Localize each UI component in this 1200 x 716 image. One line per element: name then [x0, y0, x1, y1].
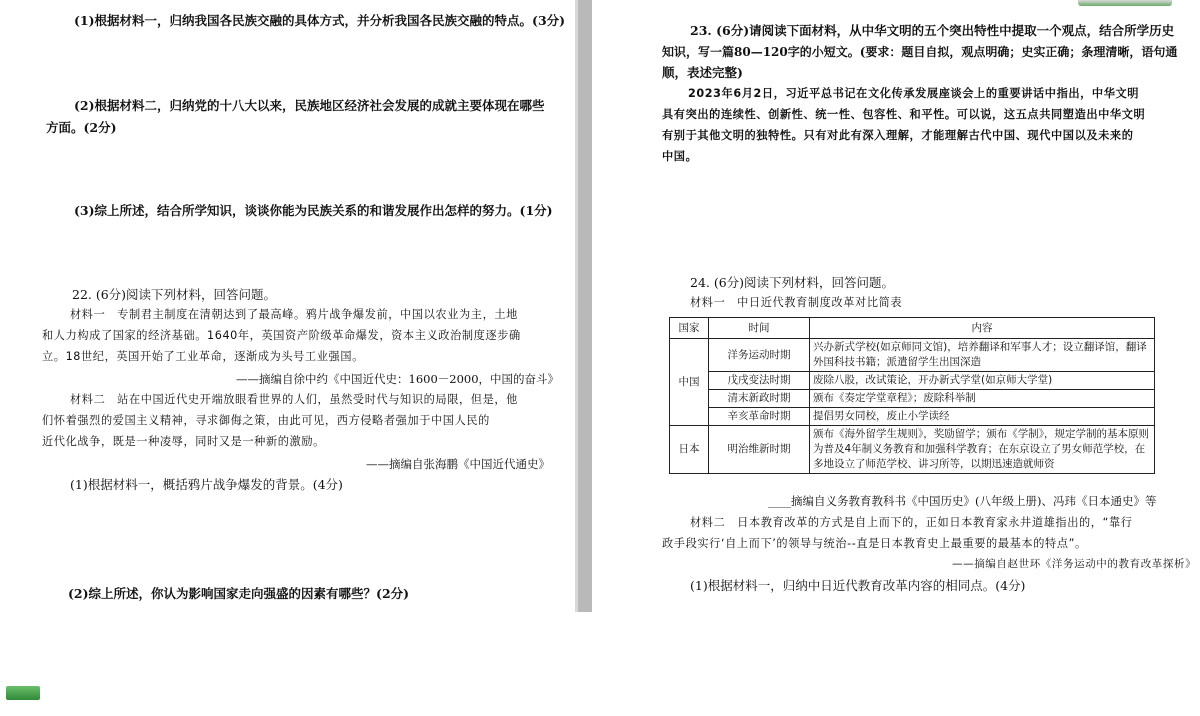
table-row [670, 390, 1155, 408]
q22-material2-line3: 近代化战争，既是一种凌辱，同时又是一种新的激励。 [42, 435, 325, 448]
q22-material2-line2: 们怀着强烈的爱国主义精神，寻求御侮之策，由此可见，西方侵略者强加于中国人民的 [42, 414, 490, 427]
q23-line1: 23. (6分)请阅读下面材料，从中华文明的五个突出特性中提取一个观点，结合所学历史 [690, 23, 1175, 38]
q21-sub2-line2: 方面。(2分) [46, 120, 117, 135]
period-cell: 清末新政时期 [709, 390, 810, 408]
q23-line2: 知识，写一篇80—120字的小短文。(要求：题目自拟，观点明确；史实正确；条理清晰，语句通 [662, 45, 1178, 59]
table-row [670, 339, 1155, 372]
country-cell-china: 中国 [670, 339, 709, 426]
page-gutter [578, 0, 592, 612]
q21-sub1: (1)根据材料一，归纳我国各民族交融的具体方式，并分析我国各民族交融的特点。(3分) [74, 13, 566, 28]
bottom-left-tab[interactable] [6, 686, 40, 700]
q22-title: 22. (6分)阅读下列材料，回答问题。 [72, 287, 277, 302]
q24-title: 24. (6分)阅读下列材料，回答问题。 [690, 275, 895, 290]
top-right-tab[interactable] [1078, 0, 1172, 6]
table-header: 国家 [670, 318, 709, 339]
table-row [670, 426, 1155, 474]
q22-sub2: (2)综上所述，你认为影响国家走向强盛的因素有哪些？(2分) [68, 586, 410, 601]
content-cell: 颁布《奏定学堂章程》；废除科举制 [810, 390, 1155, 408]
q22-material2-line1: 材料二 站在中国近代史开端放眼看世界的人们，虽然受时代与知识的局限，但是，他 [70, 393, 518, 406]
period-cell: 明治维新时期 [709, 426, 810, 474]
q22-material1-line2: 和人力构成了国家的经济基础。1640年，英国资产阶级革命爆发，资本主义政治制度逐步确 [42, 329, 521, 342]
q23-material-line2: 具有突出的连续性、创新性、统一性、包容性、和平性。可以说，这五点共同塑造出中华文明 [662, 108, 1146, 121]
q23-material-line3: 有别于其他文明的独特性。只有对此有深入理解，才能理解古代中国、现代中国以及未来的 [662, 129, 1134, 142]
table-header: 时间 [709, 318, 810, 339]
table-row [670, 408, 1155, 426]
content-cell: 颁布《海外留学生规则》，奖励留学；颁布《学制》，规定学制的基本原则为普及4年制义务教育和加强科学教育；在东京设立了男女师范学校，在多地设立了师范学校、讲习所等，以期迅速造就师资 [810, 426, 1155, 474]
q23-material-line4: 中国。 [662, 150, 698, 163]
period-cell: 辛亥革命时期 [709, 408, 810, 426]
q24-material2-line2: 政手段实行‘自上而下’的领导与统治--直是日本教育史上最重要的最基本的特点”。 [662, 537, 1087, 550]
q24-material1-source: ____摘编自义务教育教科书《中国历史》(八年级上册)、冯玮《日本通史》等 [768, 494, 1157, 508]
table-row [670, 372, 1155, 390]
q22-material1-source: ——摘编自徐中约《中国近代史：1600－2000，中国的奋斗》 [236, 372, 560, 386]
content-cell: 废除八股，改试策论，开办新式学堂(如京师大学堂) [810, 372, 1155, 390]
q24-sub1: (1)根据材料一，归纳中日近代教育改革内容的相同点。(4分) [690, 578, 1026, 593]
q21-sub2-line1: (2)根据材料二，归纳党的十八大以来，民族地区经济社会发展的成就主要体现在哪些 [74, 98, 545, 113]
q24-material1-title: 材料一 中日近代教育制度改革对比简表 [690, 296, 903, 309]
q22-material1-line1: 材料一 专制君主制度在清朝达到了最高峰。鸦片战争爆发前，中国以农业为主，土地 [70, 308, 518, 321]
q22-material2-source: ——摘编自张海鹏《中国近代通史》 [366, 457, 550, 471]
content-cell: 提倡男女同校，废止小学读经 [810, 408, 1155, 426]
q21-sub3: (3)综上所述，结合所学知识，谈谈你能为民族关系的和谐发展作出怎样的努力。(1分) [74, 203, 553, 218]
period-cell: 洋务运动时期 [709, 339, 810, 372]
table-header: 内容 [810, 318, 1155, 339]
q24-material2-line1: 材料二 日本教育改革的方式是自上而下的，正如日本教育家永井道雄指出的，“靠行 [690, 516, 1133, 529]
period-cell: 戊戌变法时期 [709, 372, 810, 390]
left-document-page [0, 0, 575, 612]
q22-sub1: (1)根据材料一，概括鸦片战争爆发的背景。(4分) [70, 477, 343, 492]
right-document-page [592, 0, 1200, 612]
content-cell: 兴办新式学校(如京师同文馆)，培养翻译和军事人才；设立翻译馆，翻译外国科技书籍；派遣留学生出国深造 [810, 339, 1155, 372]
q24-material2-source: ——摘编自赵世环《洋务运动中的教育改革探析》 [952, 558, 1197, 570]
q22-material1-line3: 立。18世纪，英国开始了工业革命，逐渐成为头号工业强国。 [42, 350, 364, 363]
education-reform-table [669, 317, 1155, 474]
table-header-row [670, 318, 1155, 339]
q23-line3: 顺，表述完整) [662, 65, 743, 80]
country-cell-japan: 日本 [670, 426, 709, 474]
q23-material-line1: 2023年6月2日，习近平总书记在文化传承发展座谈会上的重要讲话中指出，中华文明 [688, 87, 1140, 100]
